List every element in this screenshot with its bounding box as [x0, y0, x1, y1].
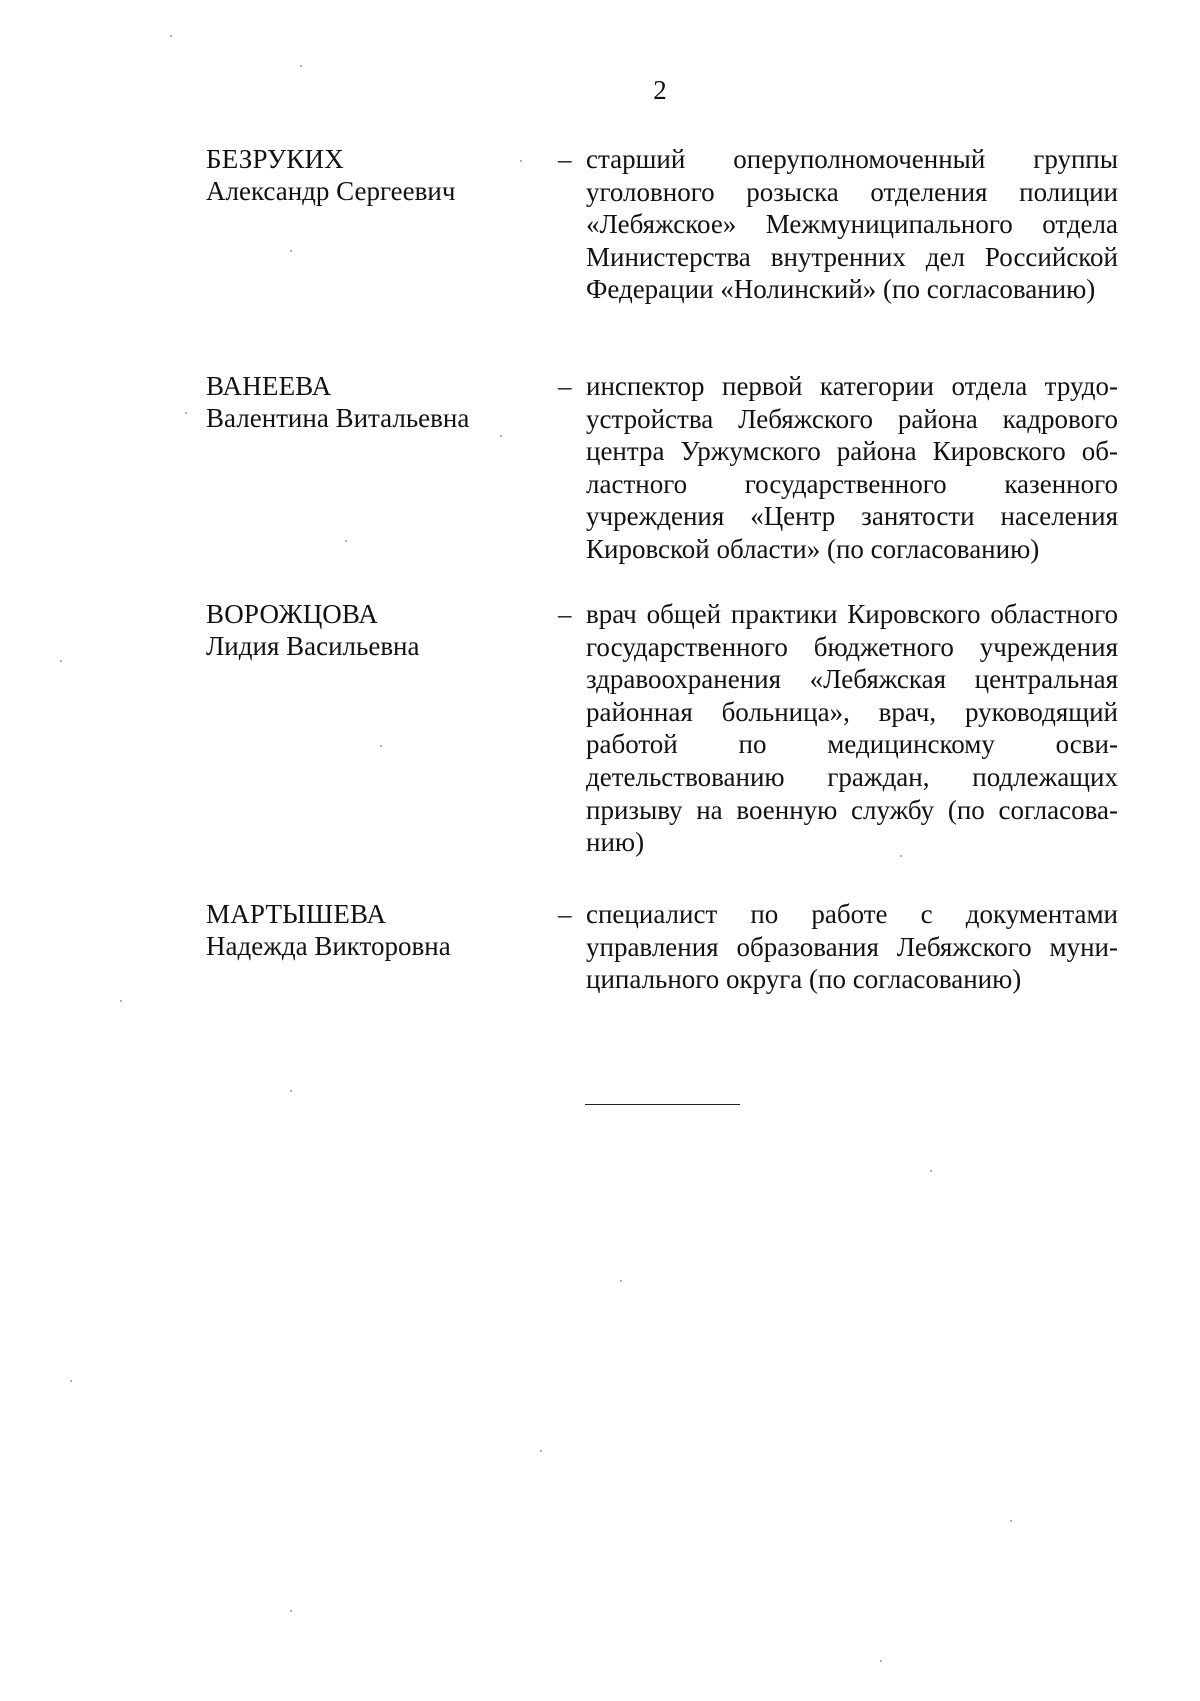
scan-speck [170, 35, 172, 37]
given-names: Валентина Витальевна [206, 403, 470, 433]
dash-separator: – [558, 144, 572, 174]
scan-speck [620, 1280, 622, 1282]
surname: ВОРОЖЦОВА [206, 599, 379, 629]
scan-speck [70, 1380, 72, 1382]
given-names: Лидия Васильевна [206, 631, 420, 661]
scan-speck [345, 540, 347, 542]
surname: БЕЗРУКИХ [206, 144, 344, 174]
position-description: специалист по работе с документами управления образования Лебяжского муниципального округа (по согласованию) [586, 899, 1118, 995]
scan-speck [520, 160, 522, 162]
person-name [206, 143, 546, 207]
scan-speck [1010, 1520, 1012, 1522]
dash-separator: – [558, 371, 572, 401]
person-name [206, 598, 546, 662]
dash-separator: – [558, 599, 572, 629]
position-description: инспектор первой категории отдела трудоустройства Лебяжского района кадрового центра Уржумского района Кировского областного государственного казенного учреждения «Центр занятости населения Кировской области» (по согласованию) [586, 371, 1118, 564]
scan-speck [60, 660, 62, 662]
scan-speck [500, 435, 502, 437]
person-name [206, 370, 546, 434]
scan-speck [300, 65, 302, 67]
scan-speck [540, 1450, 542, 1452]
scan-speck [290, 1090, 292, 1092]
dash-separator: – [558, 899, 572, 929]
closing-rule [585, 1104, 740, 1105]
scan-speck [185, 412, 187, 414]
position-description: старший оперуполномоченный группы уголовного розыска отделения полиции «Лебяжское» Межмуниципального отдела Министерства внутренних дел Российской Федерации «Нолинский» (по согласованию) [586, 144, 1118, 305]
person-name [206, 898, 546, 962]
scan-speck [380, 745, 382, 747]
surname: ВАНЕЕВА [206, 371, 332, 401]
scan-speck [930, 1170, 932, 1172]
given-names: Александр Сергеевич [206, 176, 456, 206]
surname: МАРТЫШЕВА [206, 899, 387, 929]
scan-speck [290, 250, 292, 252]
page-number: 2 [653, 75, 667, 105]
given-names: Надежда Викторовна [206, 931, 451, 961]
scan-speck [120, 1000, 122, 1002]
scan-speck [290, 1610, 292, 1612]
position-description: врач общей практики Кировского областного государственного бюджетного учреждения здравоохранения «Лебяжская центральная районная больница», врач, руководящий работой по медицинскому освидетельствованию граждан, подлежащих призыву на военную службу (по согласованию) [586, 599, 1118, 858]
scan-speck [900, 855, 902, 857]
scan-speck [880, 1660, 882, 1662]
